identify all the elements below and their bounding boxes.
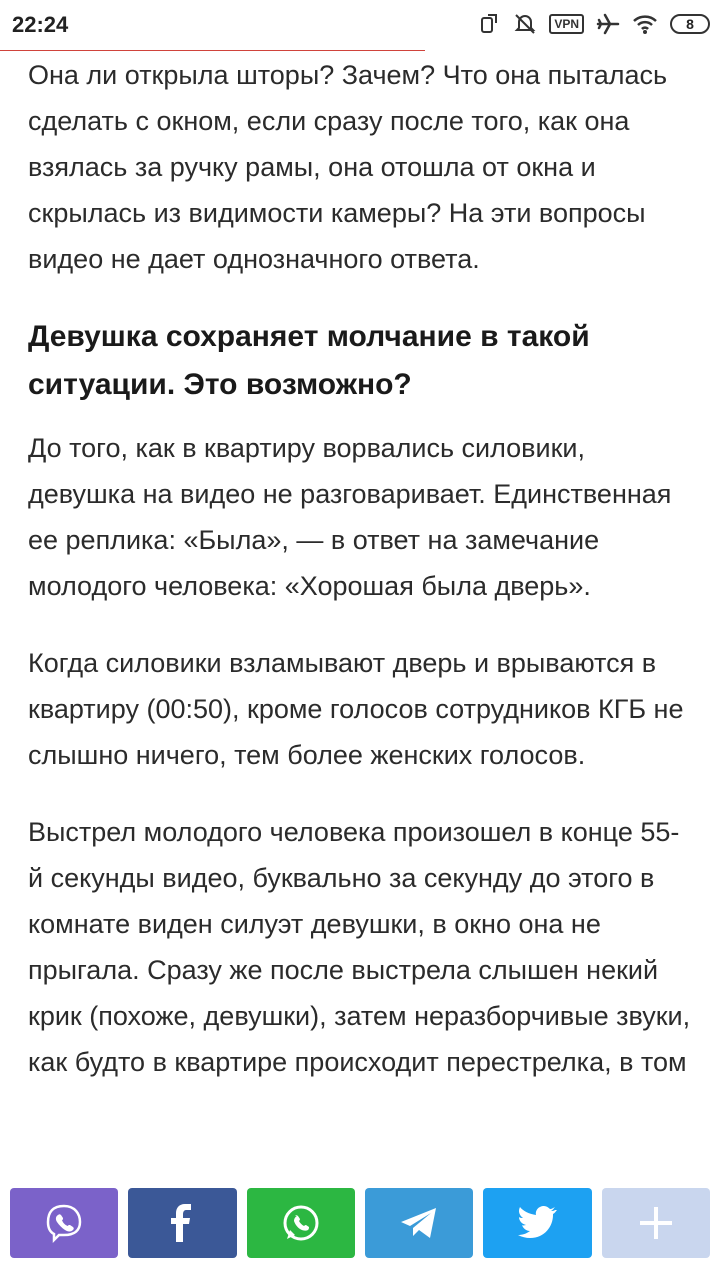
article-paragraph: Она ли открыла шторы? Зачем? Что она пыталась сделать с окном, если сразу после того, как она взялась за ручку рамы, она отошла от окна и скрылась из видимости камеры? На эти вопросы видео не дает однозначного ответа. [28,60,668,274]
telegram-icon [398,1205,440,1241]
whatsapp-share-button[interactable] [247,1188,355,1258]
battery-icon: 8 [670,14,710,34]
status-bar [0,0,720,50]
article-paragraph-hidden-text: девушки), затем неразборчивые звуки, как будто [28,1001,691,1077]
article-paragraph-text: Выстрел молодого человека произошел в конце 55-й секунды видео, буквально за секунду до этого в комнате виден силуэт девушки, в окно она не прыгала. Сразу же после выстрела слышен некий крик (похоже, [28,817,680,1031]
viber-icon [43,1202,85,1244]
article-paragraph-tail: в квартире происходит перестрелка, в том [152,1047,687,1077]
article-body [28,52,692,1116]
viber-share-button[interactable] [10,1188,118,1258]
airplane-mode-icon [596,12,620,36]
article-paragraph: До того, как в квартиру ворвались силовики, девушка на видео не разговаривает. Единственная ее реплика: «Была», — в ответ на замечание молодого человека: «Хорошая была дверь». [28,433,672,601]
wifi-icon [632,13,658,35]
screen-rotate-icon [479,13,501,35]
status-icons [479,12,710,36]
telegram-share-button[interactable] [365,1188,473,1258]
facebook-icon [167,1203,197,1243]
twitter-share-button[interactable] [483,1188,591,1258]
whatsapp-icon [280,1202,322,1244]
share-bar [10,1188,710,1258]
article-paragraph [28,809,692,1085]
silent-icon [513,12,537,36]
article-paragraph: Когда силовики взламывают дверь и врываются в квартиру (00:50), кроме голосов сотрудников КГБ не слышно ничего, тем более женских голосов. [28,648,684,770]
facebook-share-button[interactable] [128,1188,236,1258]
status-time: 22:24 [12,12,69,37]
vpn-icon: VPN [549,14,584,34]
article-subheading: Девушка сохраняет молчание в такой ситуации. Это возможно? [28,320,590,401]
more-share-button[interactable] [602,1188,710,1258]
twitter-icon [517,1206,557,1240]
plus-icon [638,1205,674,1241]
